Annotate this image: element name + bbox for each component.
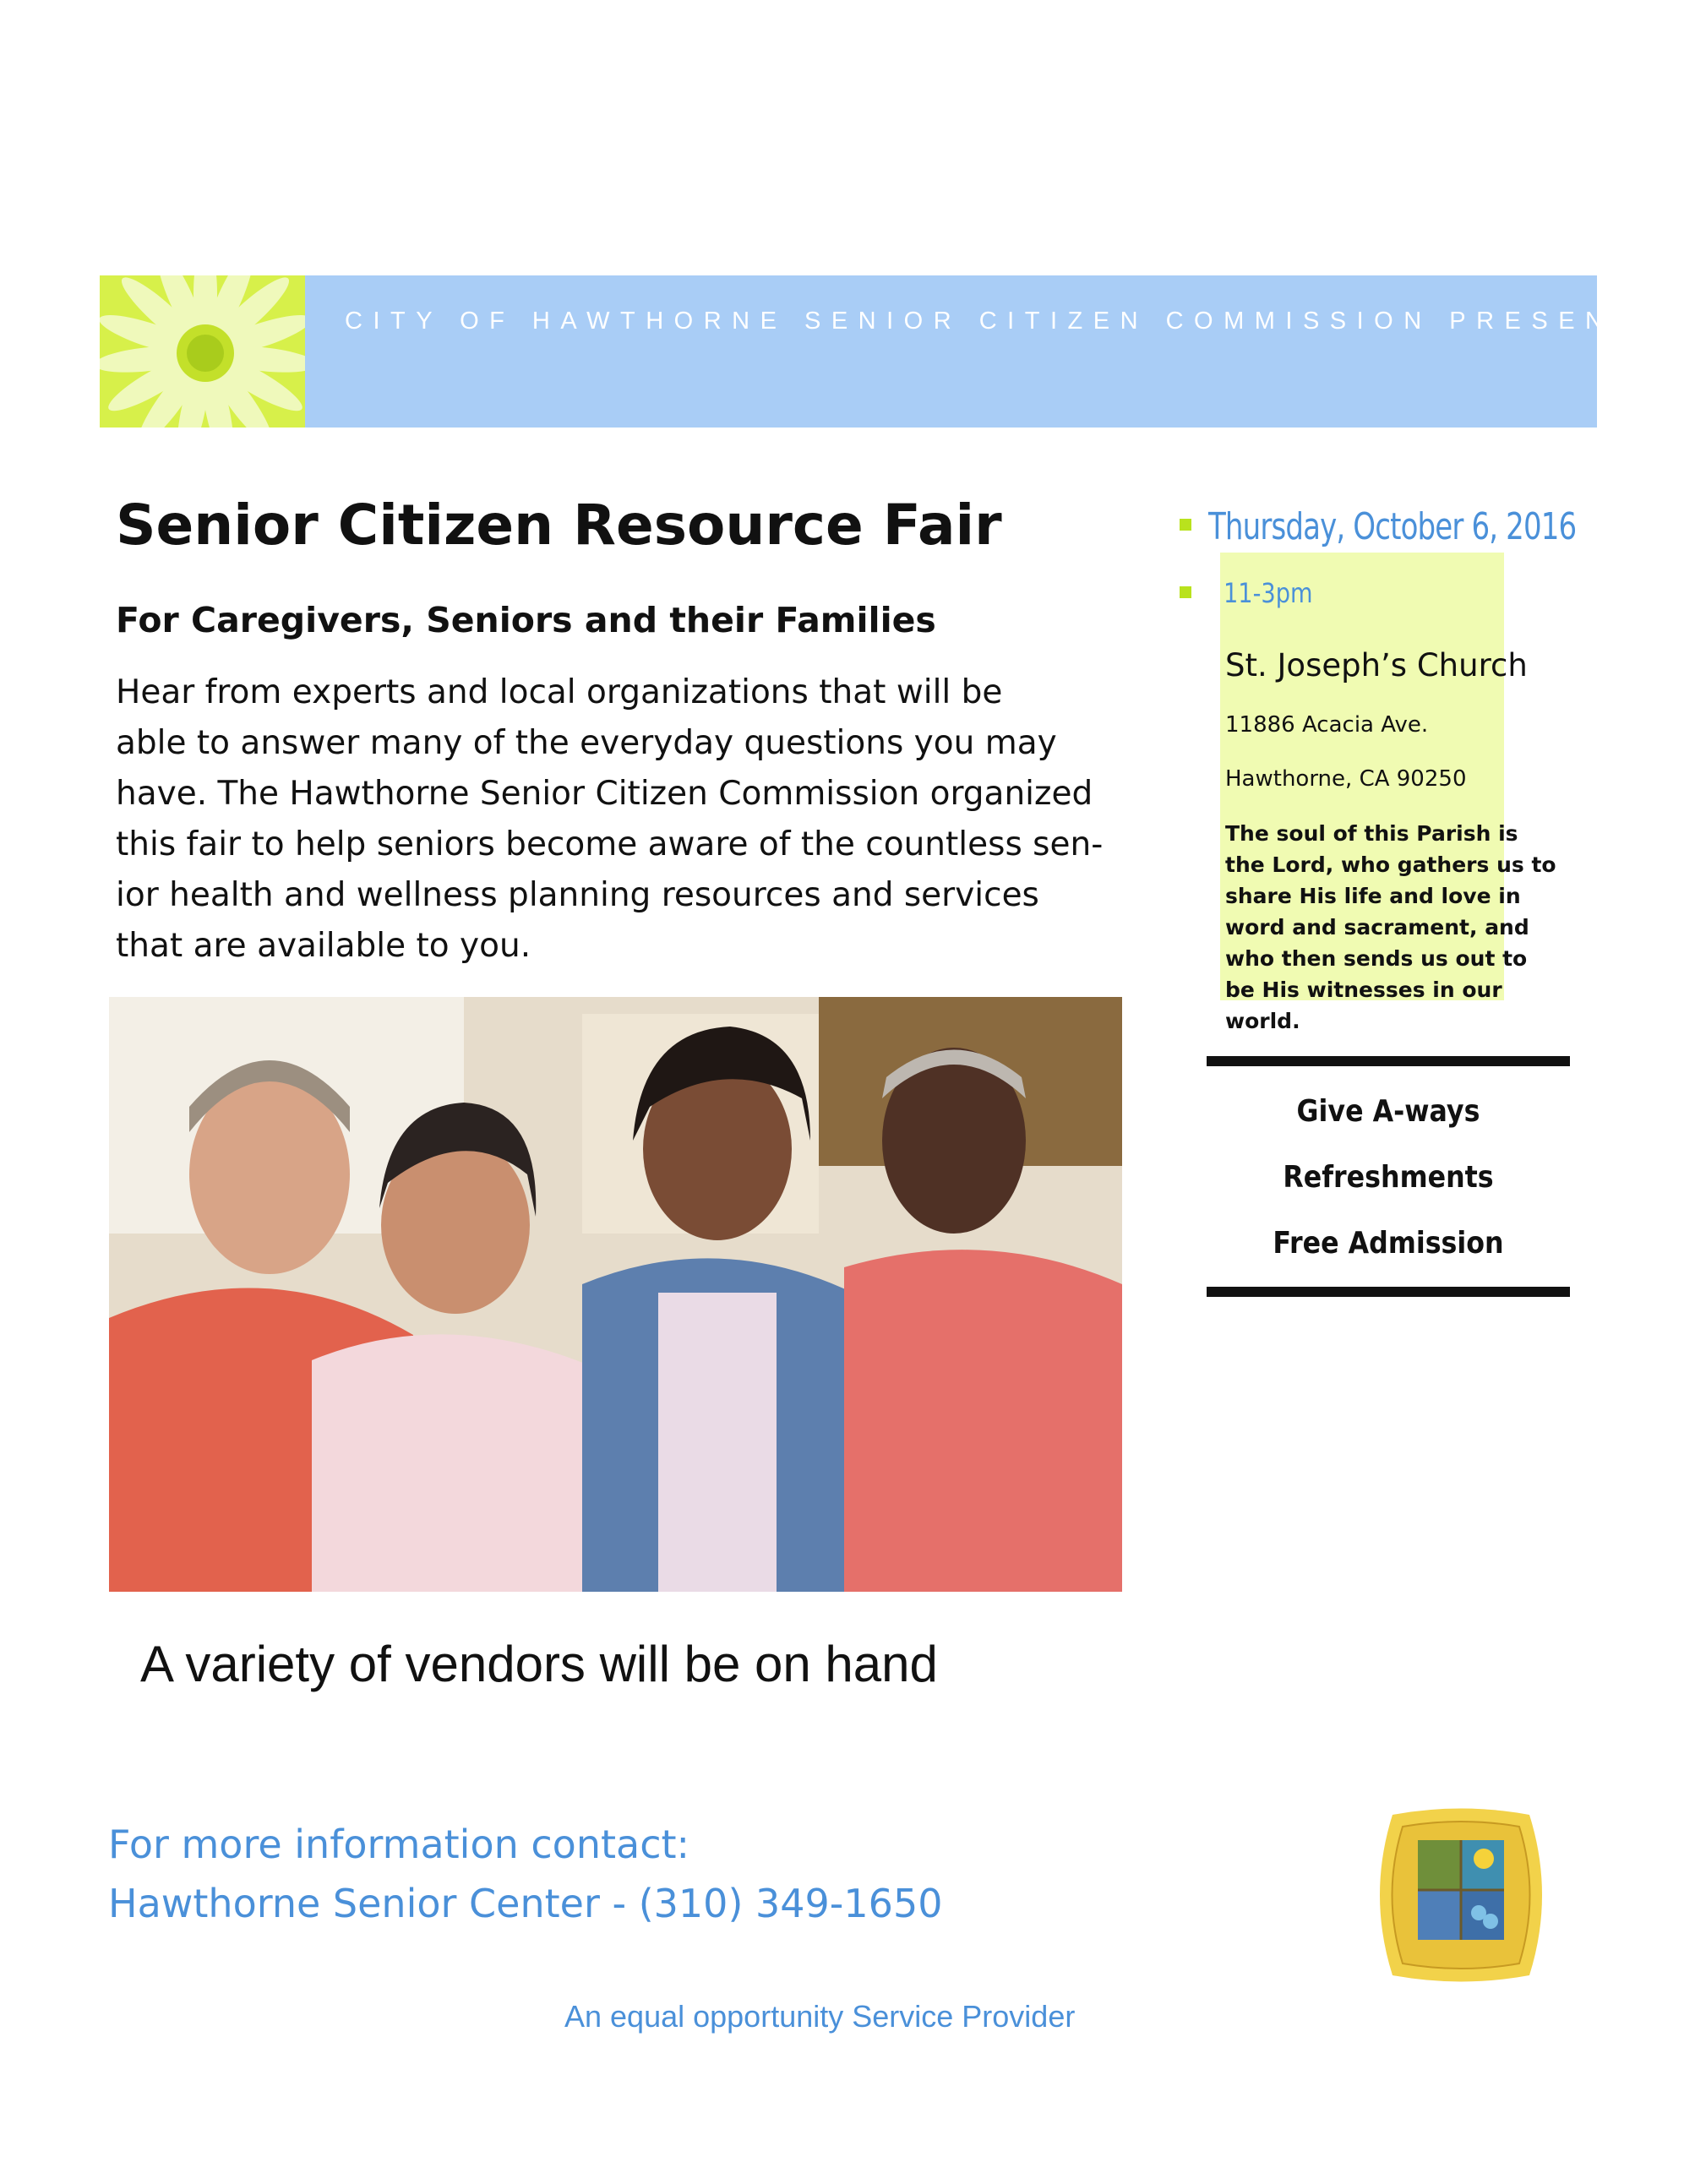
intro-line: ior health and wellness planning resources and services <box>116 876 1039 914</box>
bullet-icon <box>1180 586 1191 598</box>
bullet-icon <box>1180 519 1191 531</box>
intro-line: that are available to you. <box>116 927 531 965</box>
event-address-city: Hawthorne, CA 90250 <box>1225 766 1467 792</box>
header-banner <box>100 275 1684 428</box>
contact-label: For more information contact: <box>108 1822 690 1867</box>
page-subtitle: For Caregivers, Seniors and their Families <box>116 600 936 640</box>
mission-line: world. <box>1225 1009 1300 1033</box>
contact-info <box>108 1815 942 1933</box>
intro-line: this fair to help seniors become aware of the countless sen- <box>116 825 1104 863</box>
event-time: 11-3pm <box>1224 577 1313 609</box>
parish-mission <box>1225 818 1563 1037</box>
event-date: Thursday, October 6, 2016 <box>1208 505 1577 548</box>
equal-opportunity-note: An equal opportunity Service Provider <box>564 1999 1076 2034</box>
mission-line: share His life and love in <box>1225 884 1521 908</box>
event-address-street: 11886 Acacia Ave. <box>1225 712 1429 738</box>
vendors-note: A variety of vendors will be on hand <box>140 1636 938 1692</box>
intro-line: Hear from experts and local organizations that will be <box>116 673 1003 711</box>
mission-line: be His witnesses in our <box>1225 978 1502 1002</box>
perk-giveaways: Give A-ways <box>1296 1094 1480 1129</box>
intro-line: able to answer many of the everyday questions you may <box>116 724 1057 762</box>
event-venue: St. Joseph’s Church <box>1225 647 1528 684</box>
banner-text: CITY OF HAWTHORNE SENIOR CITIZEN COMMISSION PRESENTS: <box>345 308 1684 335</box>
daisy-flower-icon <box>100 275 305 428</box>
mission-line: the Lord, who gathers us to <box>1225 852 1556 877</box>
intro-paragraph <box>116 667 1172 972</box>
mission-line: who then sends us out to <box>1225 946 1528 971</box>
mission-line: word and sacrament, and <box>1225 915 1529 940</box>
perk-free-admission: Free Admission <box>1273 1226 1504 1261</box>
mission-line: The soul of this Parish is <box>1225 821 1518 846</box>
contact-phone: Hawthorne Senior Center - (310) 349-1650 <box>108 1881 943 1926</box>
intro-line: have. The Hawthorne Senior Citizen Commission organized <box>116 775 1093 813</box>
city-seal-icon <box>1367 1806 1555 1984</box>
four-seniors-photo <box>109 997 1122 1592</box>
page-title: Senior Citizen Resource Fair <box>116 493 1002 558</box>
divider <box>1207 1056 1570 1066</box>
perk-refreshments: Refreshments <box>1283 1160 1494 1195</box>
divider <box>1207 1287 1570 1297</box>
